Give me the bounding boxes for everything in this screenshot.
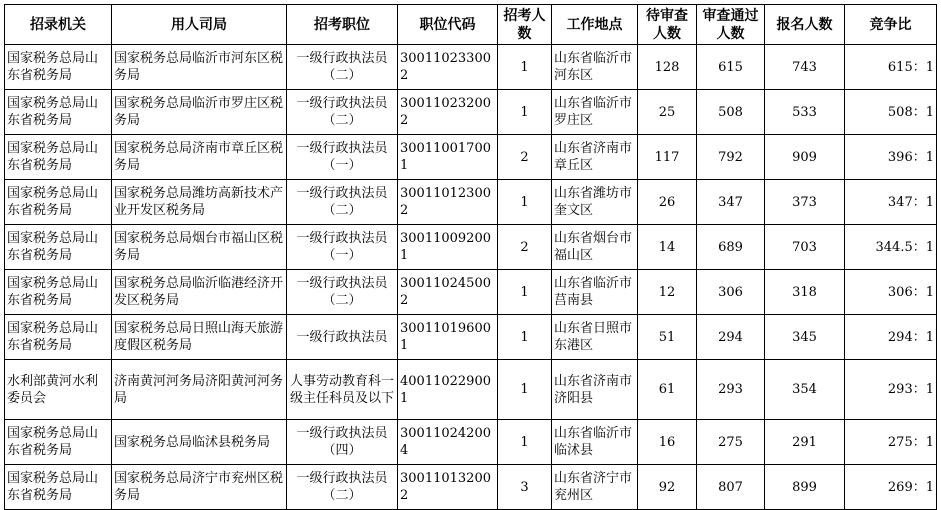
cell-org: 国家税务总局山东省税务局	[5, 465, 112, 510]
cell-location: 山东省济南市章丘区	[552, 135, 638, 180]
cell-dept: 国家税务总局临沂市河东区税务局	[112, 45, 287, 90]
cell-applicants: 345	[765, 315, 845, 360]
table-row	[5, 225, 937, 270]
cell-passed: 689	[697, 225, 765, 270]
cell-pending: 25	[638, 90, 697, 135]
cell-org: 国家税务总局山东省税务局	[5, 45, 112, 90]
cell-position: 一级行政执法员（一）	[287, 225, 398, 270]
cell-applicants: 373	[765, 180, 845, 225]
cell-pending: 117	[638, 135, 697, 180]
cell-location: 山东省日照市东港区	[552, 315, 638, 360]
cell-applicants: 354	[765, 360, 845, 420]
cell-code: 300110242004	[398, 420, 498, 465]
cell-ratio: 344.5：1	[845, 225, 937, 270]
cell-ratio: 347：1	[845, 180, 937, 225]
cell-pending: 51	[638, 315, 697, 360]
cell-pending: 14	[638, 225, 697, 270]
cell-ratio: 294：1	[845, 315, 937, 360]
header-org: 招录机关	[5, 5, 112, 45]
cell-applicants: 533	[765, 90, 845, 135]
cell-ratio: 269：1	[845, 465, 937, 510]
cell-org: 国家税务总局山东省税务局	[5, 180, 112, 225]
cell-applicants: 291	[765, 420, 845, 465]
cell-passed: 306	[697, 270, 765, 315]
cell-location: 山东省潍坊市奎文区	[552, 180, 638, 225]
header-applicants: 报名人数	[765, 5, 845, 45]
table-body	[5, 45, 937, 510]
cell-location: 山东省烟台市福山区	[552, 225, 638, 270]
cell-code: 300110017001	[398, 135, 498, 180]
cell-dept: 国家税务总局烟台市福山区税务局	[112, 225, 287, 270]
cell-org: 国家税务总局山东省税务局	[5, 270, 112, 315]
table-row	[5, 315, 937, 360]
cell-passed: 807	[697, 465, 765, 510]
cell-location: 山东省济南市济阳县	[552, 360, 638, 420]
table-row	[5, 180, 937, 225]
cell-location: 山东省临沂市河东区	[552, 45, 638, 90]
cell-location: 山东省临沂市莒南县	[552, 270, 638, 315]
cell-position: 一级行政执法员（二）	[287, 180, 398, 225]
cell-position: 一级行政执法员（四）	[287, 420, 398, 465]
cell-count: 2	[498, 225, 552, 270]
header-row	[5, 5, 937, 45]
header-dept: 用人司局	[112, 5, 287, 45]
cell-pending: 26	[638, 180, 697, 225]
cell-org: 国家税务总局山东省税务局	[5, 225, 112, 270]
cell-count: 1	[498, 315, 552, 360]
cell-count: 3	[498, 465, 552, 510]
header-ratio: 竞争比	[845, 5, 937, 45]
cell-count: 1	[498, 90, 552, 135]
cell-position: 一级行政执法员（二）	[287, 465, 398, 510]
cell-ratio: 306：1	[845, 270, 937, 315]
cell-code: 300110132002	[398, 465, 498, 510]
cell-pending: 61	[638, 360, 697, 420]
cell-dept: 国家税务总局济南市章丘区税务局	[112, 135, 287, 180]
cell-count: 1	[498, 360, 552, 420]
cell-passed: 347	[697, 180, 765, 225]
cell-ratio: 293：1	[845, 360, 937, 420]
ranking-table	[4, 4, 937, 510]
cell-code: 300110233002	[398, 45, 498, 90]
cell-dept: 国家税务总局日照山海天旅游度假区税务局	[112, 315, 287, 360]
header-position: 招考职位	[287, 5, 398, 45]
table-row	[5, 420, 937, 465]
header-count: 招考人数	[498, 5, 552, 45]
cell-position: 一级行政执法员	[287, 315, 398, 360]
cell-org: 水利部黄河水利委员会	[5, 360, 112, 420]
cell-count: 1	[498, 420, 552, 465]
cell-ratio: 615：1	[845, 45, 937, 90]
cell-code: 300110123002	[398, 180, 498, 225]
cell-org: 国家税务总局山东省税务局	[5, 135, 112, 180]
cell-passed: 508	[697, 90, 765, 135]
cell-ratio: 508：1	[845, 90, 937, 135]
header-location: 工作地点	[552, 5, 638, 45]
cell-dept: 国家税务总局潍坊高新技术产业开发区税务局	[112, 180, 287, 225]
cell-position: 一级行政执法员（一）	[287, 135, 398, 180]
cell-org: 国家税务总局山东省税务局	[5, 315, 112, 360]
cell-count: 2	[498, 135, 552, 180]
cell-applicants: 909	[765, 135, 845, 180]
cell-applicants: 899	[765, 465, 845, 510]
header-code: 职位代码	[398, 5, 498, 45]
cell-code: 300110196001	[398, 315, 498, 360]
table-row	[5, 270, 937, 315]
table-row	[5, 45, 937, 90]
cell-ratio: 275：1	[845, 420, 937, 465]
cell-position: 一级行政执法员（二）	[287, 45, 398, 90]
cell-dept: 济南黄河河务局济阳黄河河务局	[112, 360, 287, 420]
table-row	[5, 135, 937, 180]
cell-dept: 国家税务总局临沂临港经济开发区税务局	[112, 270, 287, 315]
table-row	[5, 90, 937, 135]
cell-org: 国家税务总局山东省税务局	[5, 90, 112, 135]
cell-pending: 128	[638, 45, 697, 90]
header-pending: 待审查人数	[638, 5, 697, 45]
cell-ratio: 396：1	[845, 135, 937, 180]
cell-passed: 294	[697, 315, 765, 360]
cell-passed: 275	[697, 420, 765, 465]
cell-code: 300110092001	[398, 225, 498, 270]
cell-passed: 792	[697, 135, 765, 180]
cell-position: 人事劳动教育科一级主任科员及以下	[287, 360, 398, 420]
cell-passed: 293	[697, 360, 765, 420]
cell-position: 一级行政执法员（二）	[287, 270, 398, 315]
cell-passed: 615	[697, 45, 765, 90]
cell-code: 300110245002	[398, 270, 498, 315]
cell-count: 1	[498, 180, 552, 225]
cell-position: 一级行政执法员（二）	[287, 90, 398, 135]
cell-code: 400110229001	[398, 360, 498, 420]
cell-location: 山东省济宁市兖州区	[552, 465, 638, 510]
cell-dept: 国家税务总局济宁市兖州区税务局	[112, 465, 287, 510]
cell-dept: 国家税务总局临沭县税务局	[112, 420, 287, 465]
cell-pending: 92	[638, 465, 697, 510]
cell-count: 1	[498, 270, 552, 315]
cell-count: 1	[498, 45, 552, 90]
cell-dept: 国家税务总局临沂市罗庄区税务局	[112, 90, 287, 135]
cell-location: 山东省临沂市罗庄区	[552, 90, 638, 135]
cell-org: 国家税务总局山东省税务局	[5, 420, 112, 465]
cell-pending: 16	[638, 420, 697, 465]
cell-applicants: 743	[765, 45, 845, 90]
header-passed: 审查通过人数	[697, 5, 765, 45]
cell-location: 山东省临沂市临沭县	[552, 420, 638, 465]
cell-pending: 12	[638, 270, 697, 315]
table-row	[5, 360, 937, 420]
cell-applicants: 318	[765, 270, 845, 315]
table-row	[5, 465, 937, 510]
cell-code: 300110232002	[398, 90, 498, 135]
cell-applicants: 703	[765, 225, 845, 270]
